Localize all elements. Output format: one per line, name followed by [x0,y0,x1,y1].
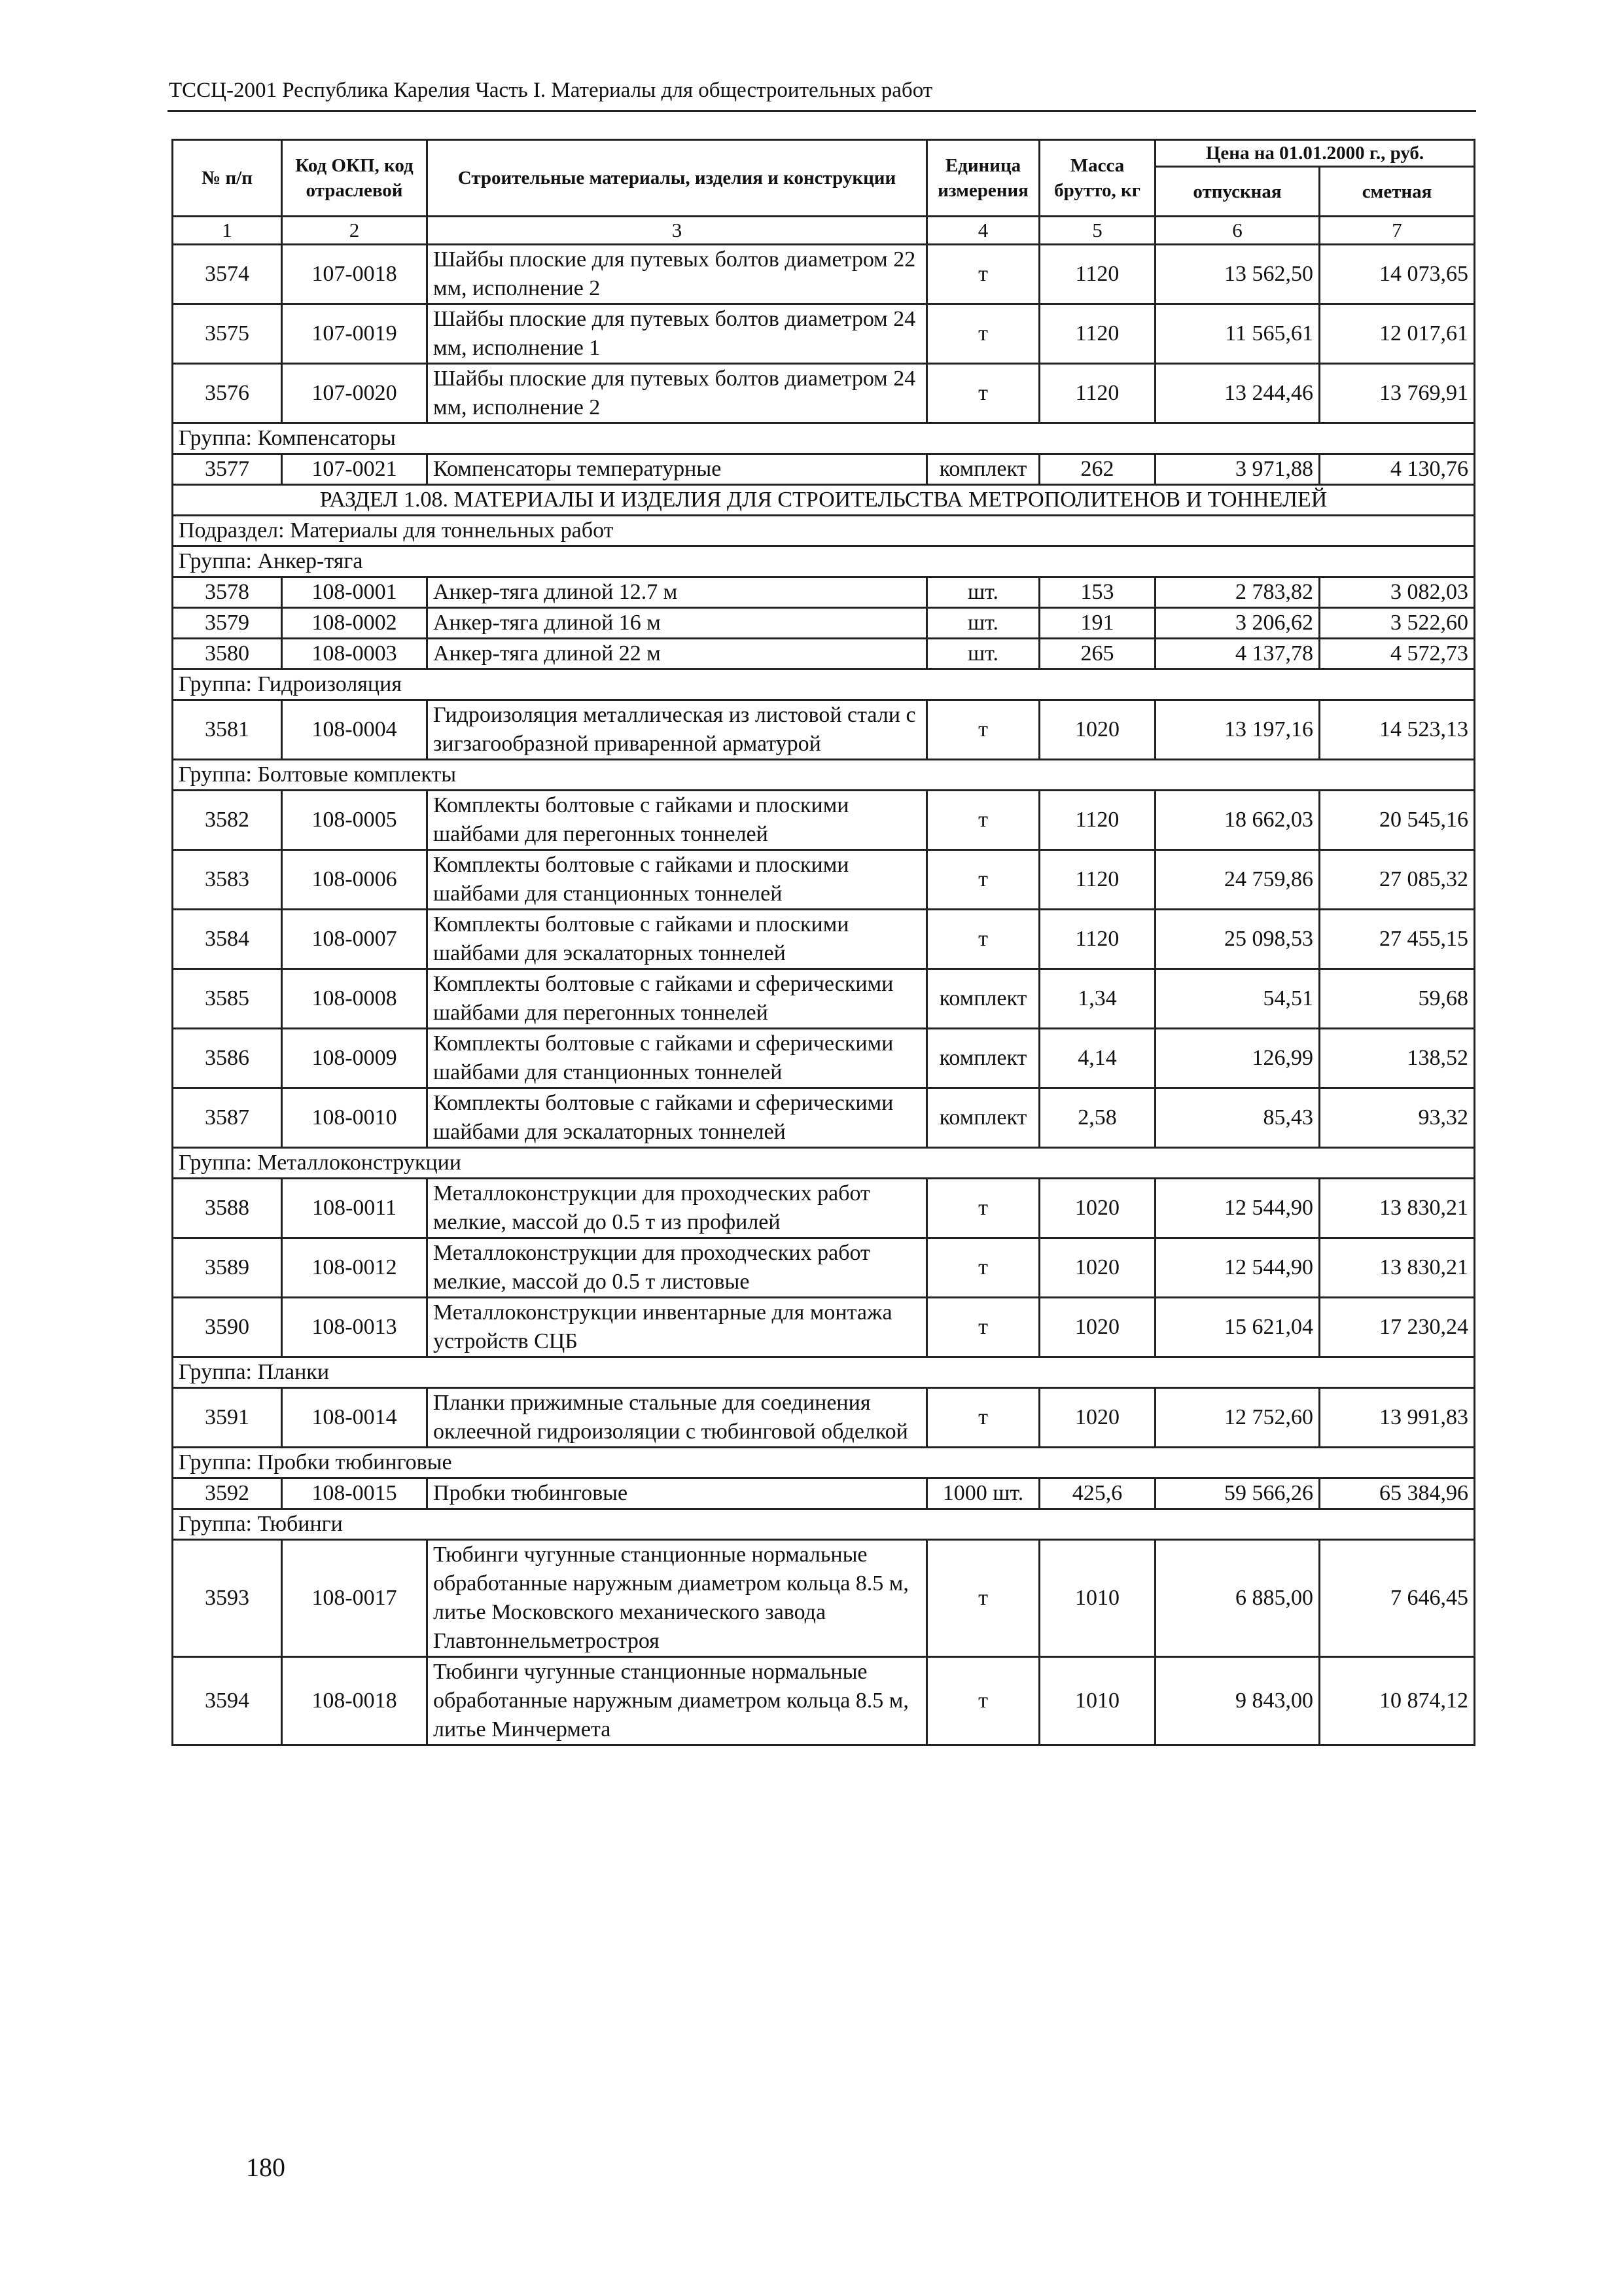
row-material-name: Комплекты болтовые с гайками и плоскими шайбами для станционных тоннелей [427,850,927,910]
group-heading-row [173,1357,1475,1388]
row-mass: 1120 [1040,364,1156,423]
section-heading-row [173,485,1475,516]
row-material-name: Комплекты болтовые с гайками и сферическими шайбами для перегонных тоннелей [427,969,927,1029]
column-number-row [173,217,1475,245]
price-table [171,139,1475,1746]
subsection-heading-row [173,516,1475,546]
row-material-name: Анкер-тяга длиной 12.7 м [427,577,927,608]
col-header-num: № п/п [173,140,282,217]
col-header-name: Строительные материалы, изделия и конструкции [427,140,927,217]
row-release-price: 11 565,61 [1156,304,1320,364]
table-header [173,140,1475,245]
row-release-price: 4 137,78 [1156,639,1320,670]
table-row [173,304,1475,364]
row-code: 108-0008 [282,969,427,1029]
row-code: 107-0020 [282,364,427,423]
row-mass: 2,58 [1040,1088,1156,1148]
row-code: 108-0014 [282,1388,427,1448]
row-mass: 4,14 [1040,1029,1156,1088]
row-material-name: Шайбы плоские для путевых болтов диаметром 24 мм, исполнение 1 [427,304,927,364]
row-code: 107-0018 [282,245,427,304]
table-row [173,1088,1475,1148]
row-estimate-price: 3 522,60 [1320,608,1475,639]
row-number: 3582 [173,791,282,850]
row-material-name: Планки прижимные стальные для соединения оклеечной гидроизоляции с тюбинговой обделкой [427,1388,927,1448]
row-number: 3585 [173,969,282,1029]
row-number: 3575 [173,304,282,364]
row-mass: 153 [1040,577,1156,608]
row-unit: т [927,850,1040,910]
row-number: 3590 [173,1298,282,1357]
row-release-price: 3 971,88 [1156,454,1320,485]
row-estimate-price: 13 769,91 [1320,364,1475,423]
row-material-name: Анкер-тяга длиной 16 м [427,608,927,639]
table-row [173,1657,1475,1745]
group-heading: Группа: Компенсаторы [173,423,1475,454]
row-unit: шт. [927,639,1040,670]
row-estimate-price: 138,52 [1320,1029,1475,1088]
row-code: 108-0010 [282,1088,427,1148]
group-heading-row [173,546,1475,577]
group-heading: Группа: Планки [173,1357,1475,1388]
row-code: 108-0015 [282,1478,427,1509]
row-estimate-price: 20 545,16 [1320,791,1475,850]
table-row [173,577,1475,608]
row-code: 108-0004 [282,700,427,760]
row-mass: 191 [1040,608,1156,639]
group-heading-row [173,1509,1475,1540]
row-code: 108-0012 [282,1238,427,1298]
subsection-heading: Подраздел: Материалы для тоннельных работ [173,516,1475,546]
group-heading: Группа: Пробки тюбинговые [173,1448,1475,1478]
row-number: 3574 [173,245,282,304]
row-estimate-price: 13 830,21 [1320,1179,1475,1238]
row-material-name: Анкер-тяга длиной 22 м [427,639,927,670]
row-number: 3592 [173,1478,282,1509]
row-unit: комплект [927,969,1040,1029]
row-release-price: 12 752,60 [1156,1388,1320,1448]
row-mass: 1020 [1040,700,1156,760]
row-release-price: 2 783,82 [1156,577,1320,608]
section-heading: РАЗДЕЛ 1.08. МАТЕРИАЛЫ И ИЗДЕЛИЯ ДЛЯ СТРОИТЕЛЬСТВА МЕТРОПОЛИТЕНОВ И ТОННЕЛЕЙ [173,485,1475,516]
row-release-price: 3 206,62 [1156,608,1320,639]
row-material-name: Комплекты болтовые с гайками и плоскими шайбами для перегонных тоннелей [427,791,927,850]
row-unit: т [927,1179,1040,1238]
row-mass: 1020 [1040,1238,1156,1298]
row-mass: 1020 [1040,1179,1156,1238]
row-code: 108-0017 [282,1540,427,1657]
group-heading-row [173,760,1475,791]
row-material-name: Гидроизоляция металлическая из листовой стали с зигзагообразной приваренной арматурой [427,700,927,760]
header-rule [168,110,1476,112]
row-code: 108-0005 [282,791,427,850]
table-row [173,969,1475,1029]
column-number: 2 [282,217,427,245]
row-estimate-price: 65 384,96 [1320,1478,1475,1509]
row-release-price: 12 544,90 [1156,1179,1320,1238]
row-release-price: 18 662,03 [1156,791,1320,850]
row-estimate-price: 7 646,45 [1320,1540,1475,1657]
row-unit: комплект [927,454,1040,485]
row-release-price: 15 621,04 [1156,1298,1320,1357]
page-number: 180 [246,2152,285,2182]
row-material-name: Тюбинги чугунные станционные нормальные обработанные наружным диаметром кольца 8.5 м, литье Московского механического завода Главтоннельметростроя [427,1540,927,1657]
group-heading: Группа: Гидроизоляция [173,670,1475,700]
row-mass: 1010 [1040,1540,1156,1657]
row-estimate-price: 14 073,65 [1320,245,1475,304]
group-heading: Группа: Тюбинги [173,1509,1475,1540]
row-mass: 1120 [1040,245,1156,304]
row-material-name: Комплекты болтовые с гайками и сферическими шайбами для эскалаторных тоннелей [427,1088,927,1148]
col-header-price-group: Цена на 01.01.2000 г., руб. [1156,140,1475,167]
row-number: 3578 [173,577,282,608]
row-unit: шт. [927,608,1040,639]
row-material-name: Пробки тюбинговые [427,1478,927,1509]
group-heading-row [173,423,1475,454]
row-number: 3587 [173,1088,282,1148]
row-mass: 1120 [1040,850,1156,910]
table-row [173,1388,1475,1448]
row-estimate-price: 4 572,73 [1320,639,1475,670]
table-row [173,245,1475,304]
row-release-price: 13 197,16 [1156,700,1320,760]
row-mass: 425,6 [1040,1478,1156,1509]
row-number: 3581 [173,700,282,760]
row-release-price: 13 562,50 [1156,245,1320,304]
row-material-name: Шайбы плоские для путевых болтов диаметром 24 мм, исполнение 2 [427,364,927,423]
group-heading-row [173,1148,1475,1179]
group-heading: Группа: Металлоконструкции [173,1148,1475,1179]
row-code: 108-0011 [282,1179,427,1238]
table-row [173,1478,1475,1509]
row-number: 3589 [173,1238,282,1298]
row-unit: т [927,1540,1040,1657]
row-material-name: Комплекты болтовые с гайками и сферическими шайбами для станционных тоннелей [427,1029,927,1088]
row-mass: 1010 [1040,1657,1156,1745]
table-row [173,639,1475,670]
row-code: 107-0021 [282,454,427,485]
row-number: 3583 [173,850,282,910]
row-code: 108-0009 [282,1029,427,1088]
row-release-price: 54,51 [1156,969,1320,1029]
row-code: 108-0001 [282,577,427,608]
table-body [173,245,1475,1745]
table-row [173,1179,1475,1238]
row-release-price: 13 244,46 [1156,364,1320,423]
row-unit: т [927,245,1040,304]
row-estimate-price: 59,68 [1320,969,1475,1029]
column-number: 1 [173,217,282,245]
row-release-price: 85,43 [1156,1088,1320,1148]
row-mass: 1,34 [1040,969,1156,1029]
row-mass: 1020 [1040,1298,1156,1357]
group-heading-row [173,1448,1475,1478]
row-release-price: 6 885,00 [1156,1540,1320,1657]
row-release-price: 24 759,86 [1156,850,1320,910]
row-number: 3588 [173,1179,282,1238]
row-unit: комплект [927,1029,1040,1088]
row-release-price: 12 544,90 [1156,1238,1320,1298]
column-number: 4 [927,217,1040,245]
row-number: 3593 [173,1540,282,1657]
row-material-name: Тюбинги чугунные станционные нормальные обработанные наружным диаметром кольца 8.5 м, литье Минчермета [427,1657,927,1745]
row-material-name: Компенсаторы температурные [427,454,927,485]
row-unit: т [927,304,1040,364]
row-mass: 1120 [1040,791,1156,850]
row-material-name: Металлоконструкции для проходческих работ мелкие, массой до 0.5 т из профилей [427,1179,927,1238]
row-estimate-price: 14 523,13 [1320,700,1475,760]
row-estimate-price: 27 455,15 [1320,910,1475,969]
row-estimate-price: 3 082,03 [1320,577,1475,608]
column-number: 5 [1040,217,1156,245]
row-number: 3586 [173,1029,282,1088]
row-unit: т [927,364,1040,423]
row-number: 3579 [173,608,282,639]
table-row [173,1540,1475,1657]
row-material-name: Металлоконструкции инвентарные для монтажа устройств СЦБ [427,1298,927,1357]
row-estimate-price: 10 874,12 [1320,1657,1475,1745]
table-row [173,910,1475,969]
col-header-code: Код ОКП, код отраслевой [282,140,427,217]
row-unit: т [927,1388,1040,1448]
col-header-price-estimate: сметная [1320,167,1475,217]
row-code: 108-0006 [282,850,427,910]
row-mass: 1020 [1040,1388,1156,1448]
row-unit: т [927,1298,1040,1357]
row-number: 3591 [173,1388,282,1448]
row-number: 3577 [173,454,282,485]
row-release-price: 126,99 [1156,1029,1320,1088]
row-number: 3580 [173,639,282,670]
row-unit: т [927,791,1040,850]
table-row [173,850,1475,910]
row-unit: т [927,1238,1040,1298]
row-estimate-price: 27 085,32 [1320,850,1475,910]
row-material-name: Металлоконструкции для проходческих работ мелкие, массой до 0.5 т листовые [427,1238,927,1298]
column-number: 6 [1156,217,1320,245]
row-code: 108-0007 [282,910,427,969]
row-estimate-price: 13 830,21 [1320,1238,1475,1298]
row-estimate-price: 13 991,83 [1320,1388,1475,1448]
table-row [173,700,1475,760]
row-unit: комплект [927,1088,1040,1148]
column-number: 3 [427,217,927,245]
row-number: 3584 [173,910,282,969]
row-mass: 1120 [1040,304,1156,364]
row-number: 3576 [173,364,282,423]
row-estimate-price: 4 130,76 [1320,454,1475,485]
table-row [173,608,1475,639]
table-row [173,1238,1475,1298]
row-mass: 1120 [1040,910,1156,969]
row-estimate-price: 12 017,61 [1320,304,1475,364]
row-estimate-price: 17 230,24 [1320,1298,1475,1357]
row-release-price: 9 843,00 [1156,1657,1320,1745]
row-unit: шт. [927,577,1040,608]
row-release-price: 59 566,26 [1156,1478,1320,1509]
col-header-mass: Масса брутто, кг [1040,140,1156,217]
table-row [173,791,1475,850]
row-code: 108-0013 [282,1298,427,1357]
group-heading: Группа: Анкер-тяга [173,546,1475,577]
row-mass: 262 [1040,454,1156,485]
column-number: 7 [1320,217,1475,245]
row-number: 3594 [173,1657,282,1745]
row-code: 107-0019 [282,304,427,364]
page-header-title: ТССЦ-2001 Республика Карелия Часть I. Материалы для общестроительных работ [169,79,933,102]
table-row [173,1298,1475,1357]
col-header-price-release: отпускная [1156,167,1320,217]
row-unit: 1000 шт. [927,1478,1040,1509]
row-unit: т [927,700,1040,760]
row-mass: 265 [1040,639,1156,670]
row-code: 108-0002 [282,608,427,639]
row-material-name: Шайбы плоские для путевых болтов диаметром 22 мм, исполнение 2 [427,245,927,304]
col-header-unit: Единица измерения [927,140,1040,217]
row-code: 108-0018 [282,1657,427,1745]
table-row [173,1029,1475,1088]
table-row [173,454,1475,485]
group-heading-row [173,670,1475,700]
row-material-name: Комплекты болтовые с гайками и плоскими шайбами для эскалаторных тоннелей [427,910,927,969]
row-release-price: 25 098,53 [1156,910,1320,969]
table-row [173,364,1475,423]
row-code: 108-0003 [282,639,427,670]
row-unit: т [927,910,1040,969]
row-estimate-price: 93,32 [1320,1088,1475,1148]
group-heading: Группа: Болтовые комплекты [173,760,1475,791]
row-unit: т [927,1657,1040,1745]
